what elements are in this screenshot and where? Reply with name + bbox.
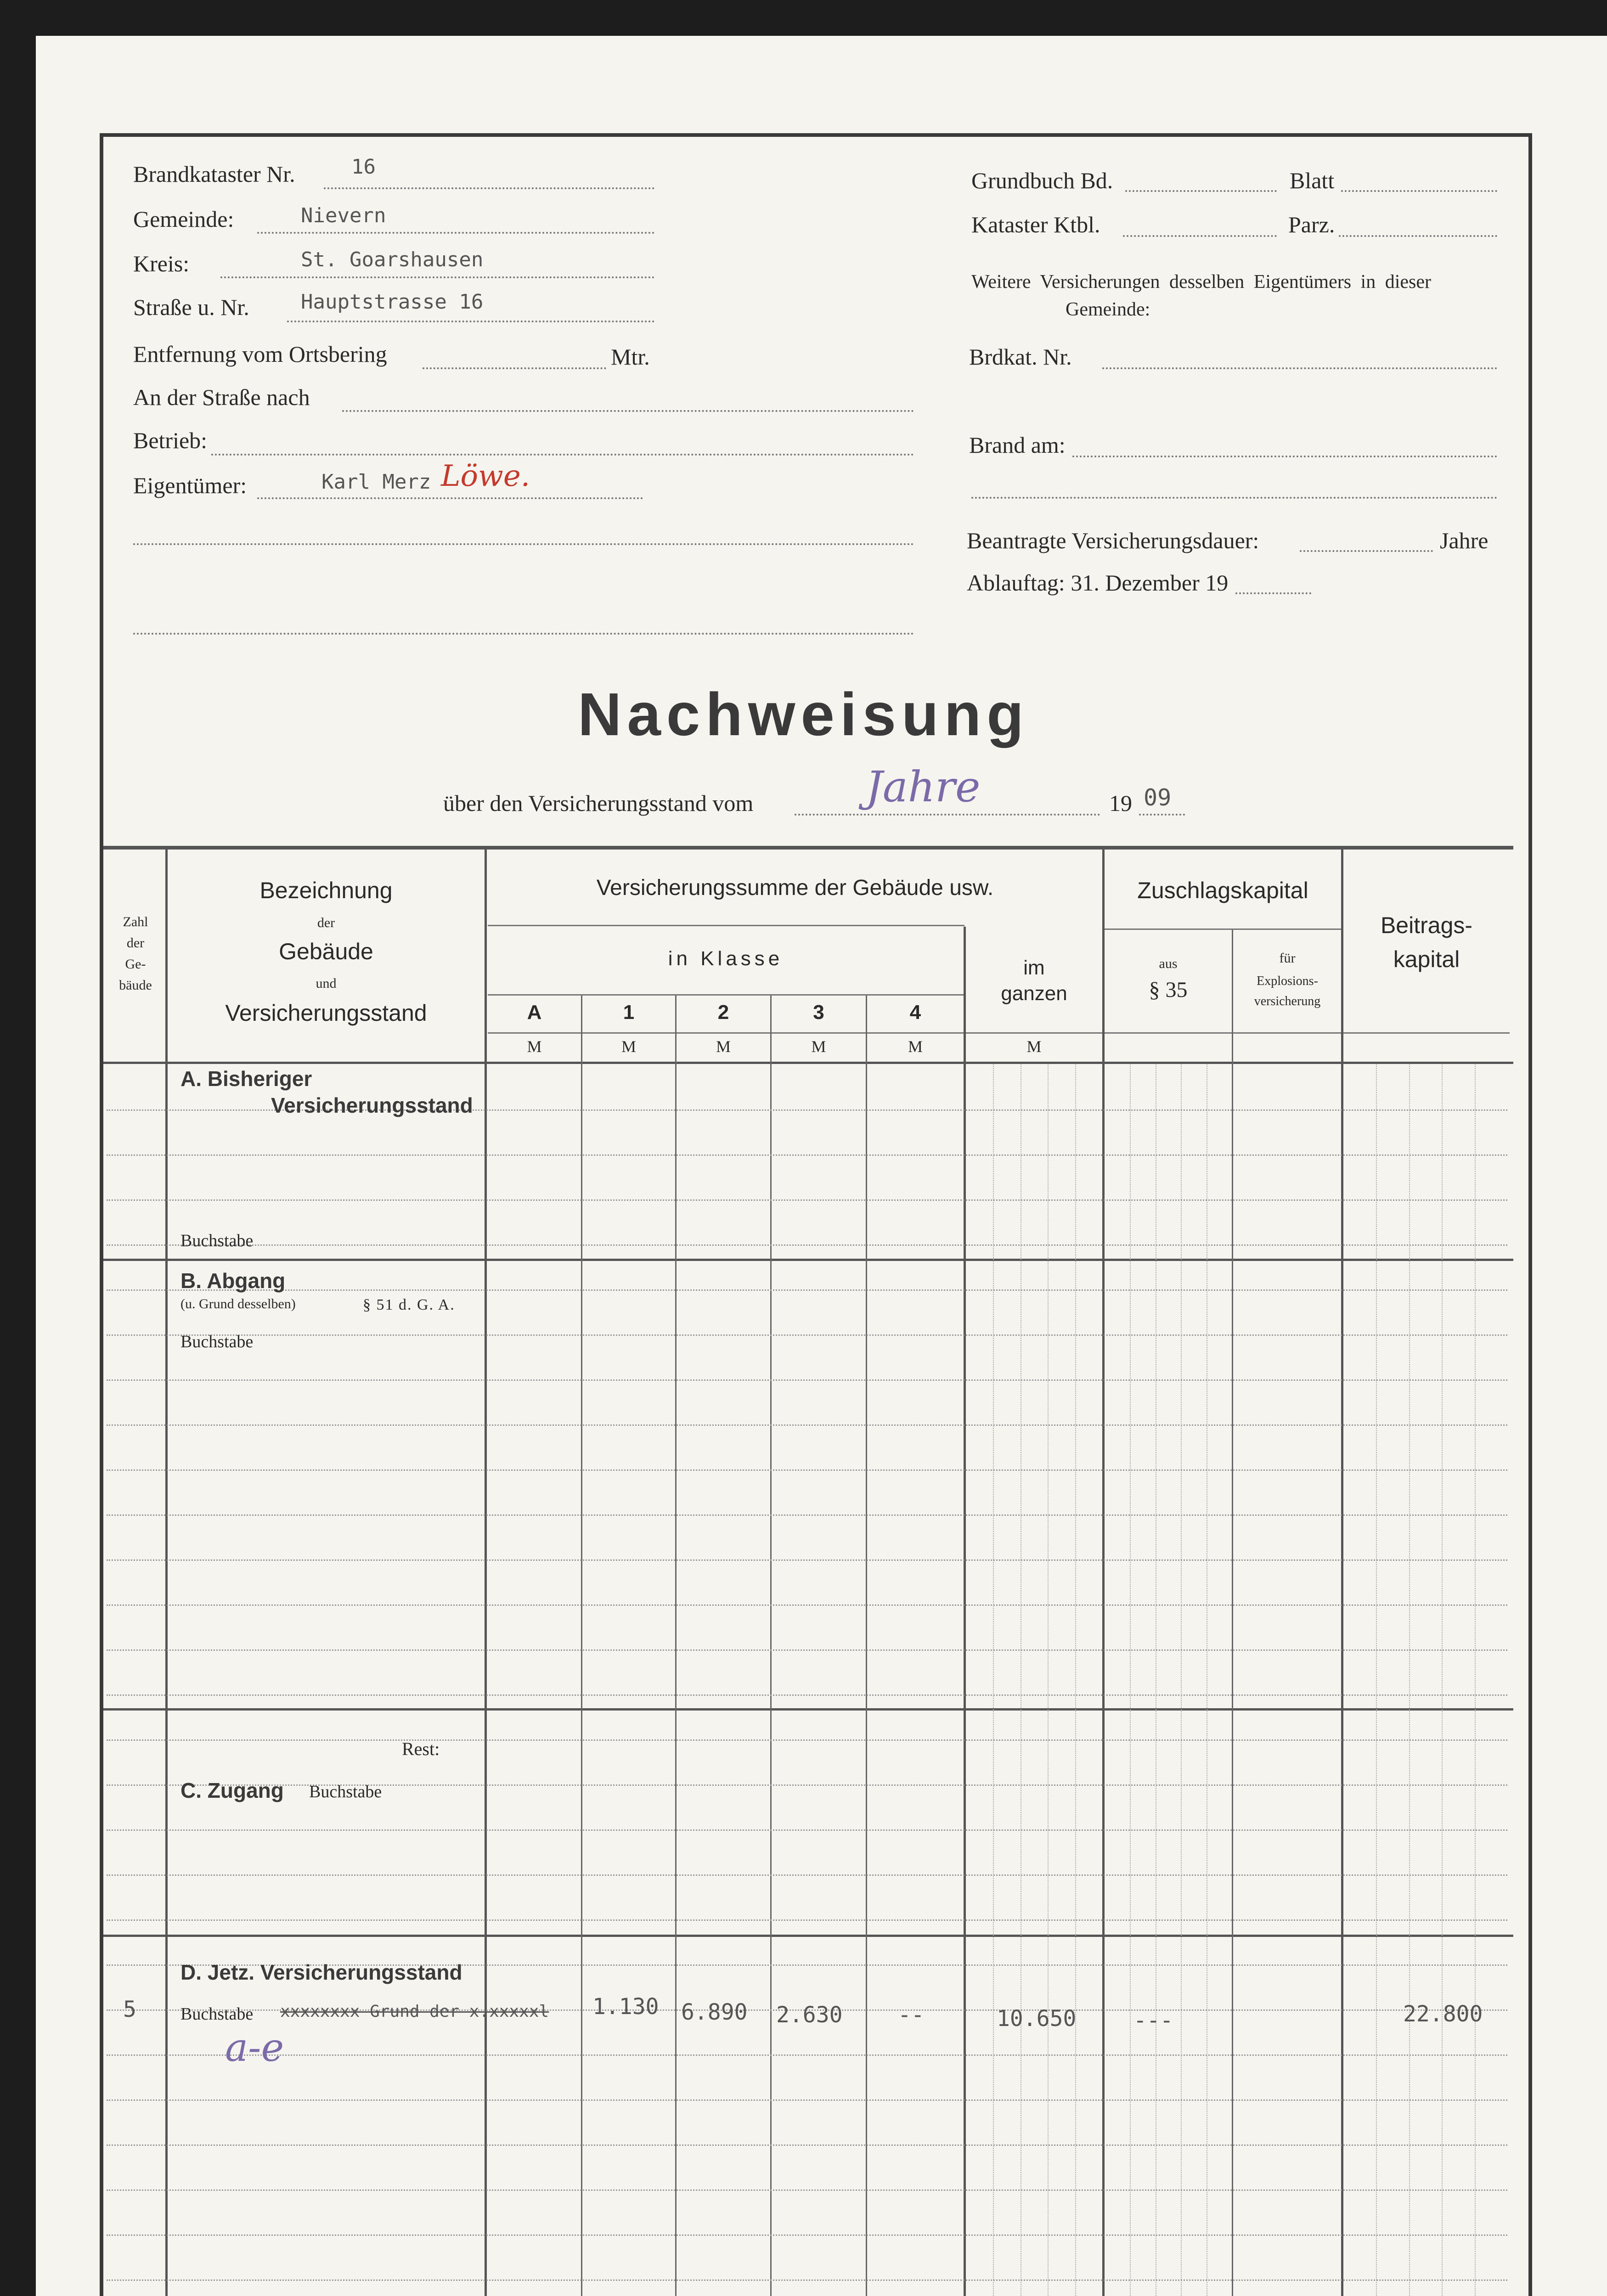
col-header-und: und	[316, 976, 337, 991]
versicherungssumme-subline	[488, 925, 964, 926]
section-d-value-3: 2.630	[776, 2002, 843, 2028]
brdkat-line	[1102, 367, 1497, 369]
entfernung-unit: Mtr.	[611, 344, 650, 370]
klasse-a: A	[527, 1001, 542, 1024]
section-c-bottom-line	[103, 1935, 1513, 1937]
col-header-versicherungsstand: Versicherungsstand	[225, 1000, 427, 1026]
col-line-bezeichnung	[485, 848, 487, 2296]
grid-row-dots	[107, 2144, 1507, 2146]
klasse-4: 4	[909, 1001, 921, 1024]
betrieb-line	[211, 454, 914, 456]
title-handwritten-date: Jahre	[866, 762, 981, 811]
section-d-struck-text: xxxxxxxx Grund der x.xxxxxl	[280, 2002, 549, 2021]
col-header-zahl: Zahl der Ge- bäude	[119, 914, 152, 993]
eigentuemer-label: Eigentümer:	[133, 473, 247, 498]
grid-col-dots	[1376, 1064, 1377, 2296]
currency-im-ganzen: M	[1026, 1037, 1042, 1056]
section-d-value-2: 6.890	[681, 1999, 748, 2025]
eigentuemer-handwritten-note: Löwe.	[441, 459, 530, 493]
section-b-title: B. Abgang	[180, 1269, 286, 1293]
entfernung-label: Entfernung vom Ortsbering	[133, 341, 387, 367]
brandkataster-label: Brandkataster Nr.	[133, 161, 295, 187]
strasse-line	[287, 321, 654, 322]
col-header-in-klasse: in Klasse	[668, 947, 784, 970]
parz-line	[1339, 235, 1497, 237]
brand-am-line	[1072, 456, 1497, 457]
col-line-4	[964, 927, 966, 2296]
section-a-bottom-line	[103, 1259, 1513, 1261]
col-header-beitragskapital: Beitrags- kapital	[1380, 912, 1473, 972]
section-b-bottom-line	[103, 1708, 1513, 1711]
grid-row-dots	[107, 2099, 1507, 2101]
grundbuch-label: Grundbuch Bd.	[971, 168, 1113, 193]
section-d-count: 5	[123, 1997, 136, 2022]
section-c-buchstabe: Buchstabe	[309, 1782, 382, 1801]
grid-col-dots	[1075, 1064, 1076, 2296]
grid-row-dots	[107, 2054, 1507, 2056]
currency-a: M	[527, 1037, 542, 1056]
section-d-buchstabe: Buchstabe	[180, 2004, 254, 2024]
entfernung-line	[423, 367, 606, 369]
grid-col-dots	[1048, 1064, 1049, 2296]
grid-row-dots	[107, 1379, 1507, 1381]
klasse-3: 3	[813, 1001, 824, 1024]
title-year-line	[1139, 814, 1185, 816]
section-b-buchstabe: Buchstabe	[180, 1332, 254, 1351]
section-b-subtitle: (u. Grund desselben)	[180, 1296, 296, 1311]
grid-row-dots	[107, 1154, 1507, 1156]
col-header-zuschlagskapital: Zuschlagskapital	[1137, 878, 1308, 903]
grid-row-dots	[107, 1559, 1507, 1561]
weitere-versicherungen-line1: Weitere Versicherungen desselben Eigentümers in dieser	[971, 271, 1432, 293]
grid-col-dots	[1442, 1064, 1443, 2296]
grid-row-dots	[107, 1469, 1507, 1471]
grid-row-dots	[107, 1649, 1507, 1651]
blatt-label: Blatt	[1290, 168, 1335, 193]
strasse-value: Hauptstrasse 16	[301, 290, 484, 314]
col-header-fuer: für	[1279, 951, 1296, 966]
title-date-line	[795, 814, 1100, 816]
brdkat-label: Brdkat. Nr.	[969, 344, 1072, 370]
col-header-der: der	[317, 915, 335, 930]
an-der-strasse-label: An der Straße nach	[133, 384, 310, 410]
ablauftag-line	[1235, 592, 1311, 594]
parz-label: Parz.	[1288, 212, 1335, 237]
header-bottom-line	[103, 1062, 1513, 1064]
blatt-line	[1341, 190, 1497, 192]
section-b-paragraph: § 51 d. G. A.	[363, 1296, 455, 1313]
ablauftag-label: Ablauftag: 31. Dezember 19	[967, 570, 1229, 596]
brandkataster-line	[324, 187, 654, 189]
currency-3: M	[811, 1037, 826, 1056]
section-a-buchstabe: Buchstabe	[180, 1231, 254, 1250]
zuschlag-subline	[1104, 929, 1343, 930]
title-sub-prefix: über den Versicherungsstand vom	[443, 790, 754, 816]
currency-1: M	[621, 1037, 636, 1056]
col-line-2	[770, 996, 772, 2296]
kreis-value: St. Goarshausen	[301, 248, 484, 271]
grid-row-dots	[107, 1334, 1507, 1336]
col-line-zahl	[165, 848, 168, 2296]
brandkataster-value: 16	[351, 155, 376, 179]
section-d-value-4: --	[898, 2002, 925, 2028]
section-d-beitragskapital: 22.800	[1403, 2001, 1483, 2027]
table-top-border	[103, 846, 1513, 850]
klasse-2: 2	[717, 1001, 729, 1024]
grid-row-dots	[107, 1604, 1507, 1606]
versicherungsdauer-label: Beantragte Versicherungsdauer:	[967, 528, 1259, 553]
grid-col-dots	[1181, 1064, 1182, 2296]
col-line-im-ganzen	[1102, 848, 1105, 2296]
gemeinde-value: Nievern	[301, 204, 386, 227]
blank-line-2	[133, 633, 914, 635]
klassen-subline	[488, 994, 964, 996]
grid-row-dots	[107, 1199, 1507, 1201]
blank-line-1	[133, 543, 914, 545]
grid-row-dots	[107, 1694, 1507, 1696]
grundbuch-line	[1125, 190, 1277, 192]
strasse-label: Straße u. Nr.	[133, 294, 249, 320]
versicherungsdauer-line	[1300, 550, 1433, 552]
versicherungsdauer-unit: Jahre	[1440, 528, 1489, 553]
currency-4: M	[908, 1037, 923, 1056]
col-line-zuschlag	[1341, 848, 1343, 2296]
section-d-zuschlag: ---	[1133, 2008, 1173, 2033]
col-line-1	[675, 996, 677, 2296]
grid-col-dots	[993, 1064, 994, 2296]
grid-row-dots	[107, 1244, 1507, 1246]
betrieb-label: Betrieb:	[133, 428, 208, 453]
title-year-value: 09	[1144, 784, 1172, 811]
right-blank-line	[971, 497, 1497, 499]
gemeinde-line	[257, 232, 654, 234]
col-header-versicherungssumme: Versicherungssumme der Gebäude usw.	[596, 876, 994, 900]
title-year-prefix: 19	[1109, 790, 1132, 816]
grid-row-dots	[107, 1829, 1507, 1831]
currency-row-line	[488, 1032, 1510, 1034]
grid-row-dots	[107, 1424, 1507, 1426]
section-d-im-ganzen: 10.650	[997, 2006, 1077, 2032]
col-header-aus: aus	[1159, 956, 1178, 971]
grid-row-dots	[107, 1739, 1507, 1741]
grid-row-dots	[107, 1289, 1507, 1291]
col-header-gebaeude: Gebäude	[279, 939, 373, 964]
kataster-label: Kataster Ktbl.	[971, 212, 1100, 237]
grid-row-dots	[107, 2189, 1507, 2191]
eigentuemer-value: Karl Merz	[321, 470, 431, 494]
grid-col-dots	[1130, 1064, 1131, 2296]
col-header-paragraph-35: § 35	[1149, 978, 1188, 1002]
col-line-a	[581, 996, 582, 2296]
grid-row-dots	[107, 1919, 1507, 1921]
weitere-versicherungen-line2: Gemeinde:	[1066, 299, 1150, 320]
col-line-aus	[1232, 930, 1233, 2296]
grid-row-dots	[107, 2234, 1507, 2236]
an-der-strasse-line	[342, 410, 914, 412]
page-title: Nachweisung	[578, 681, 1029, 748]
section-d-value-1: 1.130	[592, 1994, 659, 2020]
kreis-line	[220, 276, 654, 278]
klasse-1: 1	[623, 1001, 635, 1024]
kataster-line	[1123, 235, 1277, 237]
section-a-title: A. Bisheriger	[180, 1067, 312, 1091]
col-header-im-ganzen: im ganzen	[1001, 957, 1067, 1005]
grid-col-dots	[1475, 1064, 1476, 2296]
rest-label: Rest:	[402, 1739, 440, 1759]
grid-col-dots	[1409, 1064, 1410, 2296]
gemeinde-label: Gemeinde:	[133, 206, 234, 232]
brand-am-label: Brand am:	[969, 432, 1066, 458]
section-d-title: D. Jetz. Versicherungsstand	[180, 1960, 462, 1984]
section-d-handwritten-letters: a-e	[225, 2025, 284, 2070]
col-header-explosionsversicherung: Explosions- versicherung	[1254, 974, 1321, 1008]
grid-row-dots	[107, 1514, 1507, 1516]
currency-2: M	[716, 1037, 731, 1056]
kreis-label: Kreis:	[133, 251, 190, 276]
grid-row-dots	[107, 1874, 1507, 1876]
col-line-3	[866, 996, 867, 2296]
grid-row-dots	[107, 2279, 1507, 2281]
eigentuemer-line	[257, 497, 643, 499]
section-a-title-2: Versicherungsstand	[271, 1093, 473, 1117]
col-header-bezeichnung: Bezeichnung	[259, 878, 393, 903]
section-c-title: C. Zugang	[180, 1778, 284, 1802]
